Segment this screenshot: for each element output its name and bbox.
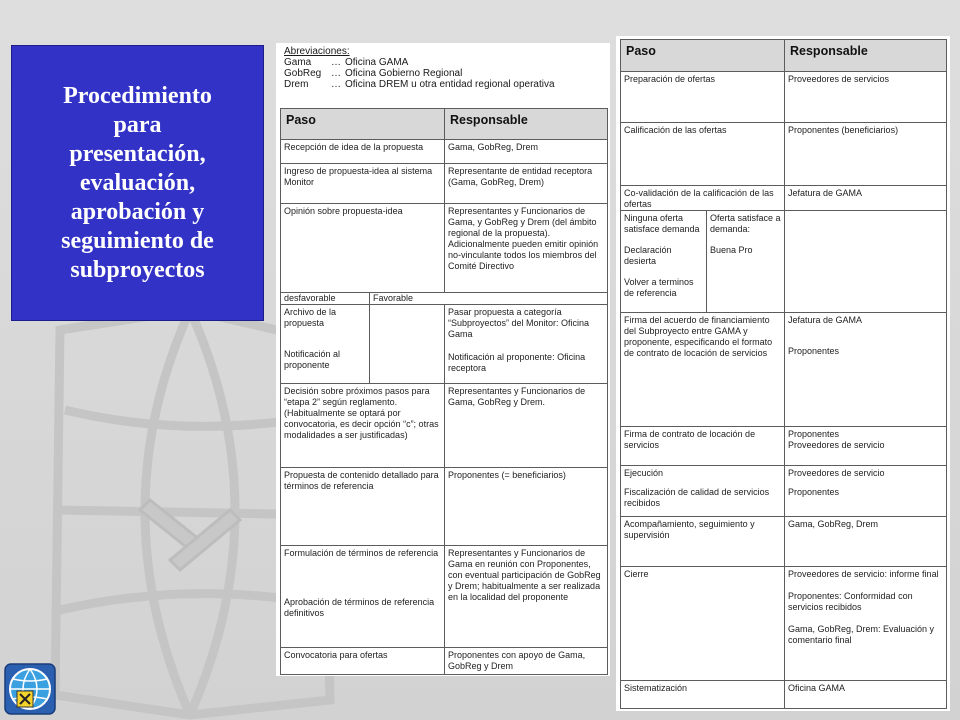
responsable-cell (444, 304, 608, 384)
abbreviation-key: GobReg (284, 68, 322, 79)
responsable-cell: Oficina GAMA (784, 680, 947, 709)
abbreviation-dots: … (331, 68, 341, 79)
paso-text: Declaración desierta (624, 245, 672, 266)
abbreviations-label: Abreviaciones: (284, 46, 350, 57)
paso-cell: Cierre (620, 566, 785, 681)
abbreviation-desc: Oficina Gobierno Regional (345, 68, 463, 79)
responsable-cell: Jefatura de GAMA (784, 185, 947, 211)
paso-cell: Decisión sobre próximos pasos para “etapa 2” según reglamento. (Habitualmente se optará por convocatoria, es decir opción “c”; otras modalidades a ser justificadas) (280, 383, 445, 468)
procedure-sheet-left (276, 43, 610, 676)
empty-cell (369, 304, 445, 384)
title-box (11, 45, 264, 321)
paso-text: Volver a terminos de referencia (624, 277, 694, 298)
responsable-cell: Gama, GobReg, Drem (784, 516, 947, 567)
responsable-cell: Proponentes (beneficiarios) (784, 122, 947, 186)
paso-text: Archivo de la propuesta (284, 307, 337, 328)
paso-cell: Ingreso de propuesta-idea al sistema Monitor (280, 163, 445, 204)
responsable-cell: Proponentes (= beneficiarios) (444, 467, 608, 546)
header-paso: Paso (620, 39, 785, 72)
header-paso: Paso (280, 108, 445, 140)
paso-cell: Recepción de idea de la propuesta (280, 139, 445, 164)
paso-cell (706, 210, 785, 313)
paso-cell: Sistematización (620, 680, 785, 709)
paso-cell: Propuesta de contenido detallado para términos de referencia (280, 467, 445, 546)
paso-cell: Acompañamiento, seguimiento y supervisión (620, 516, 785, 567)
empty-cell (784, 210, 947, 313)
responsable-cell: Proponentes con apoyo de Gama, GobReg y Drem (444, 647, 608, 675)
responsable-cell: Representantes y Funcionarios de Gama, GobReg y Drem. (444, 383, 608, 468)
responsable-text: Jefatura de GAMA (788, 315, 863, 325)
responsable-cell (784, 566, 947, 681)
paso-cell (620, 210, 707, 313)
paso-cell (620, 465, 785, 517)
paso-cell: Firma de contrato de locación de servicios (620, 426, 785, 466)
header-responsable: Responsable (784, 39, 947, 72)
procedure-sheet-right (616, 36, 950, 711)
responsable-text: Proveedores de servicio: informe final (788, 569, 939, 579)
paso-text: Aprobación de términos de referencia definitivos (284, 597, 435, 618)
abbreviation-desc: Oficina DREM u otra entidad regional operativa (345, 79, 555, 90)
responsable-text: Gama, GobReg, Drem: Evaluación y comentario final (788, 624, 935, 645)
responsable-cell (784, 426, 947, 466)
responsable-text: Proveedores de servicio (788, 468, 885, 478)
abbreviation-key: Gama (284, 57, 312, 68)
paso-cell: Firma del acuerdo de financiamiento del Subproyecto entre GAMA y proponente, especificando el formato de contrato de locación de servicios (620, 312, 785, 427)
responsable-cell: Gama, GobReg, Drem (444, 139, 608, 164)
responsable-cell (784, 465, 947, 517)
responsable-text: Proponentes: Conformidad con servicios recibidos (788, 591, 913, 612)
page-title: Procedimiento para presentación, evaluación, aprobación y seguimiento de subproyectos (61, 82, 214, 283)
paso-cell: Co-validación de la calificación de las ofertas (620, 185, 785, 211)
responsable-cell (784, 312, 947, 427)
abbreviation-desc: Oficina GAMA (345, 57, 409, 68)
responsable-cell: Representantes y Funcionarios de Gama, y GobReg y Drem (del ámbito regional de la propuesta). Adicionalmente pueden emitir opinión no-vinculante todos los miembros del Comité Directivo (444, 203, 608, 293)
responsable-text: Proponentes (788, 487, 840, 497)
desfavorable-label: desfavorable (280, 292, 370, 305)
responsable-text: Notificación al proponente: Oficina receptora (448, 352, 586, 373)
procedure-table-right (616, 36, 950, 711)
paso-text: Ninguna oferta satisface demanda (624, 213, 700, 234)
paso-text: Formulación de términos de referencia (284, 548, 439, 558)
paso-text: Oferta satisface a demanda: (710, 213, 781, 234)
paso-cell: Calificación de las ofertas (620, 122, 785, 186)
gama-globe-logo-icon (4, 663, 56, 715)
responsable-text: Pasar propuesta a categoría “Subproyectos” del Monitor: Oficina Gama (448, 307, 590, 339)
paso-text: Buena Pro (710, 245, 753, 255)
paso-text: Fiscalización de calidad de servicios recibidos (624, 487, 770, 508)
procedure-table-left (276, 43, 610, 676)
favorable-label: Favorable (369, 292, 608, 305)
header-responsable: Responsable (444, 108, 608, 140)
paso-text: Ejecución (624, 468, 664, 478)
responsable-cell: Representante de entidad receptora (Gama, GobReg, Drem) (444, 163, 608, 204)
paso-cell (280, 304, 370, 384)
paso-cell: Opinión sobre propuesta-idea (280, 203, 445, 293)
paso-cell (280, 545, 445, 648)
responsable-cell: Representantes y Funcionarios de Gama en reunión con Proponentes, con eventual participación de GobReg y Drem; habitualmente a ser realizada en la localidad del proponente (444, 545, 608, 648)
abbreviation-dots: … (331, 57, 341, 68)
paso-cell: Preparación de ofertas (620, 71, 785, 123)
responsable-text: Proponentes Proveedores de servicio (788, 429, 885, 450)
abbreviation-dots: … (331, 79, 341, 90)
responsable-text: Proponentes (788, 346, 840, 356)
responsable-cell: Proveedores de servicios (784, 71, 947, 123)
paso-cell: Convocatoria para ofertas (280, 647, 445, 675)
abbreviation-key: Drem (284, 79, 309, 90)
paso-text: Notificación al proponente (284, 349, 341, 370)
